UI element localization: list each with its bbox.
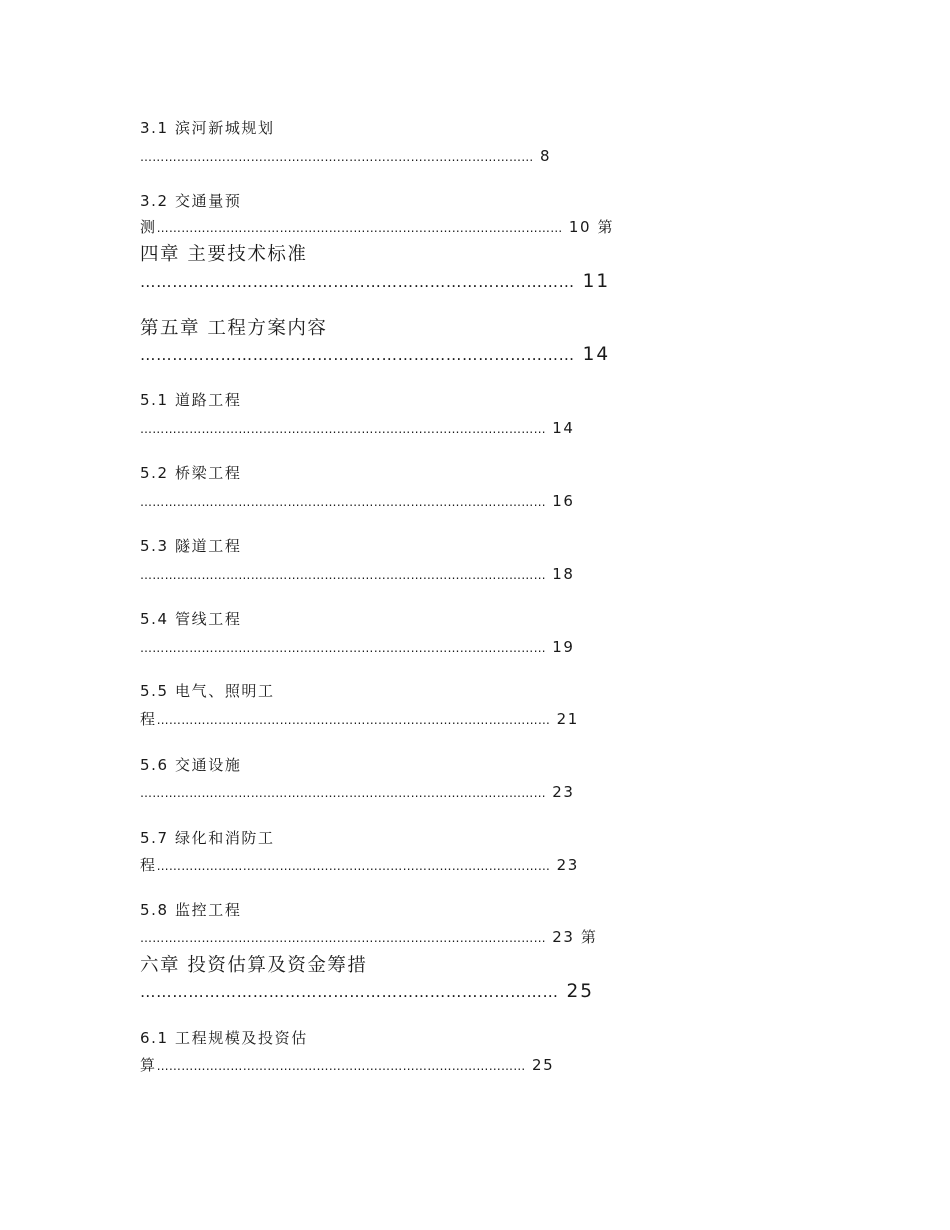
toc-page-number: 23 第 (545, 928, 598, 946)
toc-line (140, 246, 307, 265)
toc-text: 5.1 道路工程 (140, 391, 242, 409)
toc-page-number: 19 (545, 638, 575, 656)
toc-page-number: 23 (550, 856, 579, 874)
toc-text: 6.1 工程规模及投资估 (140, 1029, 308, 1047)
toc-page-number: 18 (545, 565, 575, 583)
toc-dot-leader: ……………………………………………………………………………………… (140, 641, 546, 655)
toc-line (140, 612, 241, 627)
toc-line (140, 858, 579, 873)
toc-dot-leader: ……………………………………………………………………………………… (140, 422, 546, 436)
toc-line (140, 567, 575, 582)
toc-dot-leader: …………………………………………………………………………………… (156, 713, 551, 727)
toc-text: 程 (140, 856, 157, 874)
toc-line (140, 957, 367, 976)
toc-page-number: 11 (574, 271, 611, 292)
toc-dot-leader: ……………………………………………………………………………………… (140, 495, 546, 509)
toc-text: 5.3 隧道工程 (140, 537, 242, 555)
toc-page-number: 16 (545, 492, 575, 510)
toc-page-number: 14 (545, 419, 575, 437)
toc-line (140, 121, 275, 136)
toc-dot-leader: ……………………………………………………………………… (140, 346, 575, 364)
toc-dot-leader: ……………………………………………………………………………………… (140, 786, 546, 800)
toc-line (140, 421, 575, 436)
toc-text: 算 (140, 1056, 157, 1074)
toc-line (140, 149, 551, 164)
toc-text: 六章 投资估算及资金筹措 (140, 955, 368, 976)
toc-text: 3.1 滨河新城规划 (140, 119, 275, 137)
toc-page-number: 8 (533, 147, 552, 165)
toc-dot-leader: ……………………………………………………………………………… (156, 1059, 526, 1073)
toc-line (140, 684, 275, 699)
toc-text: 5.8 监控工程 (140, 901, 242, 919)
toc-line (140, 785, 575, 800)
toc-dot-leader: ……………………………………………………………………… (140, 273, 575, 291)
toc-dot-leader: ……………………………………………………………………………………… (140, 568, 546, 582)
toc-page-number: 23 (545, 783, 575, 801)
toc-dot-leader: ……………………………………………………………………………………… (156, 221, 563, 235)
toc-line (140, 1031, 308, 1046)
toc-line (140, 831, 275, 846)
toc-line (140, 494, 575, 509)
toc-text: 四章 主要技术标准 (140, 244, 308, 265)
toc-line (140, 539, 241, 554)
toc-line (140, 466, 241, 481)
toc-line (140, 640, 575, 655)
toc-line (140, 903, 241, 918)
toc-line (140, 712, 579, 727)
toc-dot-leader: …………………………………………………………………………………… (156, 859, 551, 873)
toc-text: 5.2 桥梁工程 (140, 464, 242, 482)
toc-line (140, 320, 327, 339)
toc-page-number: 25 (558, 981, 595, 1002)
toc-page-number: 25 (525, 1056, 555, 1074)
toc-text: 3.2 交通量预 (140, 192, 242, 210)
toc-line (140, 758, 241, 773)
toc-line (140, 983, 594, 1002)
toc-text: 程 (140, 710, 157, 728)
toc-page-number: 21 (550, 710, 579, 728)
toc-dot-leader: ……………………………………………………………………………………… (140, 931, 546, 945)
toc-text: 第五章 工程方案内容 (140, 318, 328, 339)
toc-page-number: 14 (574, 344, 611, 365)
toc-line (140, 194, 241, 209)
toc-line (140, 220, 614, 235)
toc-dot-leader: …………………………………………………………………………………… (140, 150, 534, 164)
toc-line (140, 273, 610, 292)
toc-text: 5.4 管线工程 (140, 610, 242, 628)
toc-text: 5.7 绿化和消防工 (140, 829, 275, 847)
toc-text: 测 (140, 218, 157, 236)
toc-text: 5.5 电气、照明工 (140, 682, 275, 700)
toc-page-number: 10 第 (562, 218, 615, 236)
toc-line (140, 346, 610, 365)
toc-line (140, 1058, 554, 1073)
toc-line (140, 930, 598, 945)
toc-dot-leader: …………………………………………………………………… (140, 983, 559, 1001)
toc-text: 5.6 交通设施 (140, 756, 242, 774)
toc-line (140, 393, 241, 408)
